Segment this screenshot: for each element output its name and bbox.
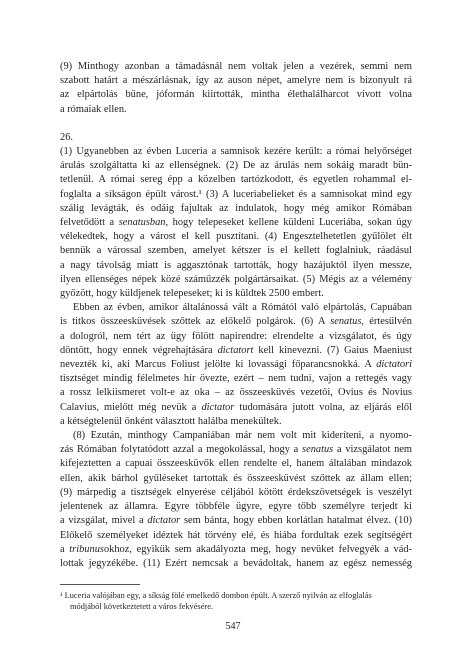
text-line: az elpártolás bűne, jóformán kiirtották, mintha élethalálharcot vívott volna [60, 89, 412, 101]
text-line: szálig levágták, és odáig fajultak az indulatok, hogy még amikor Rómában [60, 202, 412, 214]
paragraph-3 [60, 429, 412, 571]
text-line: ellen, akik bárhol gyűléseket tartottak és összeesküvést szőttek az állam ellen; [60, 472, 412, 484]
text-line: a dologról, nem tért az ügy fölött napirendre: elrendelte a vizsgálatot, és úgy [60, 330, 412, 342]
footnote [60, 590, 412, 612]
text-line: Előkelő személyeket idéztek hát törvény elé, és hiába fordultak ezek segítségért [60, 529, 412, 541]
text-line: (1) Ugyanebben az évben Luceria a samnisok kezére került: a római helyőrséget [60, 146, 412, 158]
text-line: a nagy távolság miatt is aggasztónak tartották, hogy hazájuktól ilyen messze, [60, 259, 412, 271]
section-9-paragraph [60, 60, 412, 117]
text-line: győzött, hogy küldjenek telepeseket; ki is küldtek 2500 embert. [60, 288, 324, 300]
paragraph-2 [60, 301, 412, 429]
text-line: (9) Minthogy azonban a támadásnál nem voltak jelen a vezérek, semmi nem [60, 61, 412, 72]
text-line: döntött, hogy ennek végrehajtására dictatort kell kinevezni. (7) Gaius Maeniust [60, 344, 412, 356]
page-number: 547 [225, 621, 241, 632]
text-line: a kétségtelenül önként választott halálba menekültek. [60, 415, 282, 427]
page-body [60, 60, 412, 571]
text-line: nevezték ki, aki Marcus Foliust jelölte ki lovassági főparancsnokká. A dictatori [60, 359, 412, 371]
text-line: felvetődött a senatusban, hogy telepeseket kellene küldeni Luceriába, sokan úgy [60, 217, 413, 229]
text-line: a rossz lelkiismeret volt-e az oka – az összeesküvés vezetői, Ovius és Novius [60, 387, 412, 399]
text-line: Calavius, mielőtt még nevük a dictator tudomására jutott volna, az eljárás elől [60, 401, 412, 413]
text-line: a vizsgálat, mivel a dictator sem bánta, hogy ebben korlátlan hatalmat élvez. (10) [60, 515, 412, 527]
text-line: (8) Ezután, minthogy Campaniában már nem volt mit kideríteni, a nyomo- [73, 430, 412, 442]
text-line: foglalta a síkságon épült várost.¹ (3) A luceriabelieket és a samnisokat mind egy [60, 188, 412, 200]
text-line: jelentenek az államra. Egyre többféle ügyre, egyre több személyre terjedt ki [60, 501, 412, 513]
text-line: ilyen ellenséges népek közé száműzzék polgártársaikat. (5) Mégis az a vélemény [60, 273, 412, 285]
text-line: a rómaiak ellen. [60, 103, 127, 115]
text-line: a tribunusokhoz, egyikük sem akadályozta meg, hogy nevüket felvegyék a vád- [60, 543, 412, 555]
footnote-line: ¹ Luceria valójában egy, a síkság fölé emelkedő dombon épült. A szerző nyilván az elfoglalás [60, 591, 372, 600]
text-line: árulás szolgáltatta ki az ellenségnek. (2) De az árulás nem sokáig maradt bün- [60, 160, 412, 172]
section-number: 26. [60, 131, 73, 143]
text-line: szabott határt a mészárlásnak, így az auson népet, amelyre nem is bizonyult rá [60, 75, 412, 87]
text-line: is titkos összeesküvések szőttek az előkelő polgárok. (6) A senatus, értesülvén [60, 316, 412, 328]
text-line: tisztséget mindig félelmetes hír övezte, ezért – nem tudni, vajon a rettegés vagy [60, 373, 412, 385]
text-line: lottak jegyzékébe. (11) Ezért nemcsak a bevádoltak, hanem az egész nemesség [60, 557, 412, 569]
text-line: Ebben az évben, amikor általánossá vált a Rómától való elpártolás, Capuában [73, 302, 412, 314]
text-line: zás Rómában folytatódott azzal a megokolással, hogy a senatus a vizsgálatot nem [60, 444, 412, 456]
paragraph-1 [60, 145, 412, 301]
footnote-line: módjából következtetett a város fekvésére. [70, 602, 214, 611]
text-line: bennük a várossal szemben, amelyet kétszer is el kellett foglalniuk, ráadásul [60, 245, 412, 257]
footnote-divider [60, 584, 140, 585]
text-line: kifejeztetten a capuai összeesküvők ellen rendelte el, hanem általában mindazok [60, 458, 412, 470]
text-line: tetlenül. A római sereg épp a közelben tartózkodott, és egyetlen rohammal el- [60, 174, 412, 186]
text-line: (9) márpedig a tisztségek elnyerése céljából kötött érdekszövetségek is veszélyt [60, 486, 412, 498]
text-line: vélekedtek, hogy a várost el kell pusztítani. (4) Engesztelhetetlen gyűlölet élt [60, 231, 412, 243]
